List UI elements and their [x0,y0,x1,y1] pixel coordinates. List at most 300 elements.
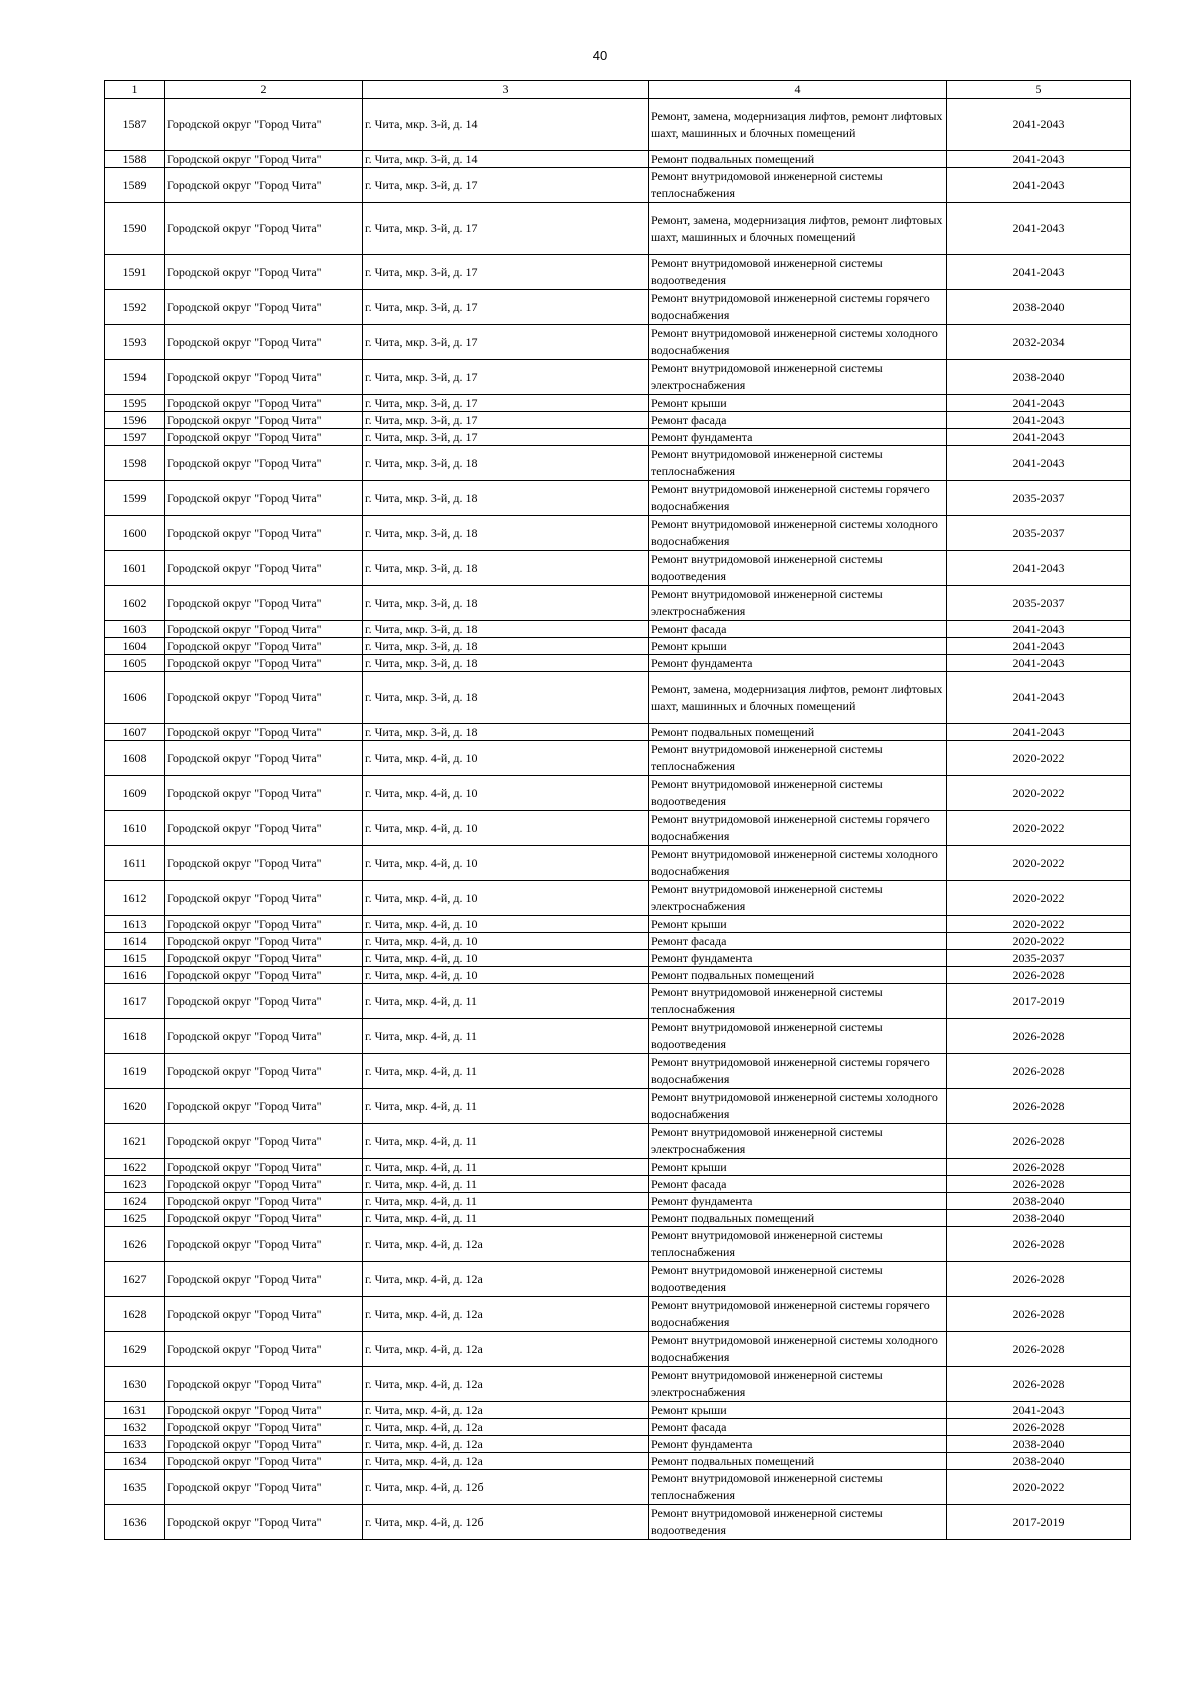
period-cell: 2038-2040 [947,1193,1131,1210]
work-type-cell: Ремонт внутридомовой инженерной системы холодного водоснабжения [649,1332,947,1367]
row-number-cell: 1604 [105,638,165,655]
municipality-cell: Городской округ "Город Чита" [165,1176,363,1193]
address-cell: г. Чита, мкр. 4-й, д. 12а [363,1297,649,1332]
column-header-5: 5 [947,81,1131,99]
work-type-cell: Ремонт внутридомовой инженерной системы водоотведения [649,551,947,586]
period-cell: 2041-2043 [947,429,1131,446]
table-row [105,551,1131,586]
work-type-cell: Ремонт внутридомовой инженерной системы водоотведения [649,255,947,290]
work-type-cell: Ремонт внутридомовой инженерной системы холодного водоснабжения [649,846,947,881]
municipality-cell: Городской округ "Город Чита" [165,395,363,412]
municipality-cell: Городской округ "Город Чита" [165,168,363,203]
municipality-cell: Городской округ "Город Чита" [165,481,363,516]
row-number-cell: 1594 [105,360,165,395]
work-type-cell: Ремонт фундамента [649,655,947,672]
address-cell: г. Чита, мкр. 4-й, д. 10 [363,881,649,916]
table-row [105,776,1131,811]
row-number-cell: 1622 [105,1159,165,1176]
table-row [105,967,1131,984]
work-type-cell: Ремонт внутридомовой инженерной системы теплоснабжения [649,1470,947,1505]
table-row [105,516,1131,551]
period-cell: 2041-2043 [947,655,1131,672]
row-number-cell: 1600 [105,516,165,551]
address-cell: г. Чита, мкр. 3-й, д. 18 [363,638,649,655]
address-cell: г. Чита, мкр. 3-й, д. 18 [363,481,649,516]
period-cell: 2041-2043 [947,551,1131,586]
period-cell: 2026-2028 [947,1227,1131,1262]
municipality-cell: Городской округ "Город Чита" [165,1505,363,1540]
work-type-cell: Ремонт внутридомовой инженерной системы холодного водоснабжения [649,516,947,551]
municipality-cell: Городской округ "Город Чита" [165,638,363,655]
municipality-cell: Городской округ "Город Чита" [165,933,363,950]
municipality-cell: Городской округ "Город Чита" [165,1453,363,1470]
municipality-cell: Городской округ "Город Чита" [165,1210,363,1227]
address-cell: г. Чита, мкр. 3-й, д. 18 [363,724,649,741]
period-cell: 2020-2022 [947,811,1131,846]
municipality-cell: Городской округ "Город Чита" [165,255,363,290]
period-cell: 2020-2022 [947,916,1131,933]
work-type-cell: Ремонт подвальных помещений [649,967,947,984]
period-cell: 2041-2043 [947,638,1131,655]
municipality-cell: Городской округ "Город Чита" [165,967,363,984]
work-type-cell: Ремонт фасада [649,621,947,638]
row-number-cell: 1631 [105,1402,165,1419]
row-number-cell: 1592 [105,290,165,325]
work-type-cell: Ремонт фундамента [649,1436,947,1453]
address-cell: г. Чита, мкр. 3-й, д. 17 [363,203,649,255]
address-cell: г. Чита, мкр. 3-й, д. 17 [363,429,649,446]
work-type-cell: Ремонт внутридомовой инженерной системы теплоснабжения [649,741,947,776]
period-cell: 2041-2043 [947,672,1131,724]
period-cell: 2020-2022 [947,881,1131,916]
work-type-cell: Ремонт внутридомовой инженерной системы водоотведения [649,1019,947,1054]
row-number-cell: 1620 [105,1089,165,1124]
municipality-cell: Городской округ "Город Чита" [165,1159,363,1176]
municipality-cell: Городской округ "Город Чита" [165,846,363,881]
period-cell: 2020-2022 [947,846,1131,881]
row-number-cell: 1626 [105,1227,165,1262]
work-type-cell: Ремонт фасада [649,412,947,429]
table-row [105,741,1131,776]
municipality-cell: Городской округ "Город Чита" [165,1367,363,1402]
row-number-cell: 1619 [105,1054,165,1089]
table-row [105,811,1131,846]
work-type-cell: Ремонт внутридомовой инженерной системы теплоснабжения [649,446,947,481]
table-row [105,1089,1131,1124]
period-cell: 2017-2019 [947,984,1131,1019]
work-type-cell: Ремонт внутридомовой инженерной системы электроснабжения [649,1367,947,1402]
period-cell: 2035-2037 [947,586,1131,621]
period-cell: 2041-2043 [947,621,1131,638]
period-cell: 2041-2043 [947,446,1131,481]
municipality-cell: Городской округ "Город Чита" [165,1193,363,1210]
work-type-cell: Ремонт фасада [649,933,947,950]
address-cell: г. Чита, мкр. 4-й, д. 12а [363,1332,649,1367]
row-number-cell: 1590 [105,203,165,255]
table-row [105,1227,1131,1262]
work-type-cell: Ремонт внутридомовой инженерной системы горячего водоснабжения [649,290,947,325]
municipality-cell: Городской округ "Город Чита" [165,1436,363,1453]
address-cell: г. Чита, мкр. 4-й, д. 12а [363,1436,649,1453]
row-number-cell: 1591 [105,255,165,290]
work-type-cell: Ремонт внутридомовой инженерной системы горячего водоснабжения [649,1054,947,1089]
period-cell: 2041-2043 [947,724,1131,741]
row-number-cell: 1612 [105,881,165,916]
table-row [105,1436,1131,1453]
row-number-cell: 1623 [105,1176,165,1193]
table-row [105,586,1131,621]
work-type-cell: Ремонт крыши [649,916,947,933]
row-number-cell: 1593 [105,325,165,360]
address-cell: г. Чита, мкр. 3-й, д. 18 [363,586,649,621]
period-cell: 2026-2028 [947,1159,1131,1176]
address-cell: г. Чита, мкр. 3-й, д. 17 [363,290,649,325]
work-type-cell: Ремонт внутридомовой инженерной системы горячего водоснабжения [649,481,947,516]
municipality-cell: Городской округ "Город Чита" [165,360,363,395]
period-cell: 2041-2043 [947,395,1131,412]
period-cell: 2041-2043 [947,412,1131,429]
address-cell: г. Чита, мкр. 3-й, д. 17 [363,395,649,412]
work-type-cell: Ремонт внутридомовой инженерной системы электроснабжения [649,881,947,916]
work-type-cell: Ремонт фундамента [649,1193,947,1210]
address-cell: г. Чита, мкр. 3-й, д. 18 [363,655,649,672]
period-cell: 2026-2028 [947,1019,1131,1054]
address-cell: г. Чита, мкр. 3-й, д. 17 [363,168,649,203]
table-row [105,724,1131,741]
address-cell: г. Чита, мкр. 3-й, д. 17 [363,360,649,395]
row-number-cell: 1596 [105,412,165,429]
table-row [105,1505,1131,1540]
row-number-cell: 1595 [105,395,165,412]
table-row [105,1297,1131,1332]
municipality-cell: Городской округ "Город Чита" [165,811,363,846]
table-row [105,1470,1131,1505]
row-number-cell: 1616 [105,967,165,984]
row-number-cell: 1610 [105,811,165,846]
municipality-cell: Городской округ "Город Чита" [165,672,363,724]
municipality-cell: Городской округ "Город Чита" [165,1262,363,1297]
period-cell: 2035-2037 [947,950,1131,967]
table-row [105,481,1131,516]
municipality-cell: Городской округ "Город Чита" [165,99,363,151]
address-cell: г. Чита, мкр. 3-й, д. 18 [363,551,649,586]
period-cell: 2041-2043 [947,203,1131,255]
row-number-cell: 1634 [105,1453,165,1470]
municipality-cell: Городской округ "Город Чита" [165,655,363,672]
municipality-cell: Городской округ "Город Чита" [165,1124,363,1159]
row-number-cell: 1597 [105,429,165,446]
row-number-cell: 1635 [105,1470,165,1505]
period-cell: 2026-2028 [947,967,1131,984]
table-row [105,672,1131,724]
column-header-4: 4 [649,81,947,99]
period-cell: 2038-2040 [947,290,1131,325]
row-number-cell: 1627 [105,1262,165,1297]
table-row [105,1419,1131,1436]
municipality-cell: Городской округ "Город Чита" [165,290,363,325]
work-type-cell: Ремонт внутридомовой инженерной системы горячего водоснабжения [649,1297,947,1332]
table-row [105,151,1131,168]
address-cell: г. Чита, мкр. 4-й, д. 11 [363,1159,649,1176]
municipality-cell: Городской округ "Город Чита" [165,429,363,446]
period-cell: 2020-2022 [947,776,1131,811]
period-cell: 2026-2028 [947,1332,1131,1367]
period-cell: 2041-2043 [947,151,1131,168]
row-number-cell: 1624 [105,1193,165,1210]
work-type-cell: Ремонт внутридомовой инженерной системы теплоснабжения [649,984,947,1019]
work-type-cell: Ремонт фасада [649,1419,947,1436]
period-cell: 2020-2022 [947,933,1131,950]
table-row [105,1019,1131,1054]
table-row [105,638,1131,655]
table-row [105,984,1131,1019]
period-cell: 2026-2028 [947,1054,1131,1089]
municipality-cell: Городской округ "Город Чита" [165,776,363,811]
period-cell: 2020-2022 [947,1470,1131,1505]
row-number-cell: 1601 [105,551,165,586]
table-row [105,255,1131,290]
address-cell: г. Чита, мкр. 4-й, д. 12а [363,1262,649,1297]
table-row [105,395,1131,412]
table-row [105,429,1131,446]
municipality-cell: Городской округ "Город Чита" [165,516,363,551]
period-cell: 2038-2040 [947,1436,1131,1453]
work-type-cell: Ремонт внутридомовой инженерной системы холодного водоснабжения [649,325,947,360]
period-cell: 2035-2037 [947,481,1131,516]
table-row [105,1210,1131,1227]
table-row [105,1193,1131,1210]
table-row [105,933,1131,950]
row-number-cell: 1629 [105,1332,165,1367]
period-cell: 2020-2022 [947,741,1131,776]
address-cell: г. Чита, мкр. 4-й, д. 12а [363,1453,649,1470]
address-cell: г. Чита, мкр. 3-й, д. 17 [363,255,649,290]
row-number-cell: 1632 [105,1419,165,1436]
row-number-cell: 1628 [105,1297,165,1332]
row-number-cell: 1588 [105,151,165,168]
column-header-1: 1 [105,81,165,99]
period-cell: 2017-2019 [947,1505,1131,1540]
work-type-cell: Ремонт внутридомовой инженерной системы водоотведения [649,1505,947,1540]
table-row [105,1332,1131,1367]
address-cell: г. Чита, мкр. 4-й, д. 10 [363,967,649,984]
table-row [105,168,1131,203]
work-type-cell: Ремонт подвальных помещений [649,1453,947,1470]
work-type-cell: Ремонт внутридомовой инженерной системы электроснабжения [649,1124,947,1159]
table-row [105,916,1131,933]
address-cell: г. Чита, мкр. 3-й, д. 14 [363,99,649,151]
period-cell: 2026-2028 [947,1262,1131,1297]
period-cell: 2026-2028 [947,1297,1131,1332]
address-cell: г. Чита, мкр. 4-й, д. 11 [363,1054,649,1089]
address-cell: г. Чита, мкр. 3-й, д. 18 [363,621,649,638]
table-row [105,1262,1131,1297]
period-cell: 2041-2043 [947,1402,1131,1419]
municipality-cell: Городской округ "Город Чита" [165,1419,363,1436]
address-cell: г. Чита, мкр. 3-й, д. 18 [363,516,649,551]
table-row [105,1453,1131,1470]
municipality-cell: Городской округ "Город Чита" [165,881,363,916]
row-number-cell: 1633 [105,1436,165,1453]
address-cell: г. Чита, мкр. 4-й, д. 12а [363,1227,649,1262]
municipality-cell: Городской округ "Город Чита" [165,741,363,776]
row-number-cell: 1587 [105,99,165,151]
table-row [105,621,1131,638]
table-row [105,446,1131,481]
municipality-cell: Городской округ "Город Чита" [165,151,363,168]
table-row [105,1159,1131,1176]
work-type-cell: Ремонт внутридомовой инженерной системы теплоснабжения [649,1227,947,1262]
row-number-cell: 1598 [105,446,165,481]
row-number-cell: 1636 [105,1505,165,1540]
work-type-cell: Ремонт подвальных помещений [649,151,947,168]
table-row [105,881,1131,916]
address-cell: г. Чита, мкр. 3-й, д. 18 [363,672,649,724]
table-row [105,1124,1131,1159]
column-header-2: 2 [165,81,363,99]
municipality-cell: Городской округ "Город Чита" [165,1089,363,1124]
address-cell: г. Чита, мкр. 4-й, д. 10 [363,741,649,776]
column-number-row [105,81,1131,99]
municipality-cell: Городской округ "Город Чита" [165,325,363,360]
table-row [105,290,1131,325]
period-cell: 2032-2034 [947,325,1131,360]
table-row [105,846,1131,881]
work-type-cell: Ремонт внутридомовой инженерной системы горячего водоснабжения [649,811,947,846]
row-number-cell: 1630 [105,1367,165,1402]
row-number-cell: 1615 [105,950,165,967]
page-number: 40 [592,48,608,63]
table-row [105,950,1131,967]
address-cell: г. Чита, мкр. 4-й, д. 10 [363,811,649,846]
table-row [105,1402,1131,1419]
row-number-cell: 1613 [105,916,165,933]
period-cell: 2026-2028 [947,1419,1131,1436]
municipality-cell: Городской округ "Город Чита" [165,984,363,1019]
municipality-cell: Городской округ "Город Чита" [165,203,363,255]
row-number-cell: 1589 [105,168,165,203]
address-cell: г. Чита, мкр. 4-й, д. 10 [363,846,649,881]
row-number-cell: 1602 [105,586,165,621]
period-cell: 2035-2037 [947,516,1131,551]
work-type-cell: Ремонт крыши [649,1159,947,1176]
table-row [105,655,1131,672]
address-cell: г. Чита, мкр. 4-й, д. 11 [363,1019,649,1054]
work-type-cell: Ремонт, замена, модернизация лифтов, ремонт лифтовых шахт, машинных и блочных помещений [649,99,947,151]
capital-repair-table [104,80,1131,1540]
work-type-cell: Ремонт внутридомовой инженерной системы теплоснабжения [649,168,947,203]
row-number-cell: 1617 [105,984,165,1019]
row-number-cell: 1606 [105,672,165,724]
municipality-cell: Городской округ "Город Чита" [165,1470,363,1505]
work-type-cell: Ремонт, замена, модернизация лифтов, ремонт лифтовых шахт, машинных и блочных помещений [649,672,947,724]
work-type-cell: Ремонт крыши [649,395,947,412]
row-number-cell: 1625 [105,1210,165,1227]
address-cell: г. Чита, мкр. 3-й, д. 17 [363,412,649,429]
address-cell: г. Чита, мкр. 4-й, д. 10 [363,933,649,950]
municipality-cell: Городской округ "Город Чита" [165,916,363,933]
address-cell: г. Чита, мкр. 4-й, д. 12б [363,1505,649,1540]
row-number-cell: 1614 [105,933,165,950]
period-cell: 2038-2040 [947,1453,1131,1470]
work-type-cell: Ремонт фундамента [649,950,947,967]
work-type-cell: Ремонт фасада [649,1176,947,1193]
period-cell: 2041-2043 [947,255,1131,290]
work-type-cell: Ремонт подвальных помещений [649,1210,947,1227]
work-type-cell: Ремонт внутридомовой инженерной системы холодного водоснабжения [649,1089,947,1124]
address-cell: г. Чита, мкр. 4-й, д. 11 [363,1210,649,1227]
address-cell: г. Чита, мкр. 4-й, д. 12а [363,1402,649,1419]
municipality-cell: Городской округ "Город Чита" [165,1402,363,1419]
address-cell: г. Чита, мкр. 4-й, д. 10 [363,950,649,967]
address-cell: г. Чита, мкр. 4-й, д. 11 [363,984,649,1019]
municipality-cell: Городской округ "Город Чита" [165,1054,363,1089]
work-type-cell: Ремонт крыши [649,1402,947,1419]
period-cell: 2038-2040 [947,1210,1131,1227]
municipality-cell: Городской округ "Город Чита" [165,724,363,741]
municipality-cell: Городской округ "Город Чита" [165,586,363,621]
row-number-cell: 1603 [105,621,165,638]
work-type-cell: Ремонт, замена, модернизация лифтов, ремонт лифтовых шахт, машинных и блочных помещений [649,203,947,255]
period-cell: 2026-2028 [947,1176,1131,1193]
municipality-cell: Городской округ "Город Чита" [165,446,363,481]
period-cell: 2026-2028 [947,1124,1131,1159]
address-cell: г. Чита, мкр. 4-й, д. 12а [363,1419,649,1436]
address-cell: г. Чита, мкр. 3-й, д. 17 [363,325,649,360]
address-cell: г. Чита, мкр. 4-й, д. 10 [363,776,649,811]
table-body [105,99,1131,1540]
work-type-cell: Ремонт внутридомовой инженерной системы водоотведения [649,1262,947,1297]
municipality-cell: Городской округ "Город Чита" [165,1227,363,1262]
address-cell: г. Чита, мкр. 3-й, д. 14 [363,151,649,168]
municipality-cell: Городской округ "Город Чита" [165,1297,363,1332]
municipality-cell: Городской округ "Город Чита" [165,1019,363,1054]
table-row [105,412,1131,429]
row-number-cell: 1609 [105,776,165,811]
address-cell: г. Чита, мкр. 4-й, д. 11 [363,1089,649,1124]
period-cell: 2026-2028 [947,1367,1131,1402]
row-number-cell: 1599 [105,481,165,516]
address-cell: г. Чита, мкр. 4-й, д. 12б [363,1470,649,1505]
table-row [105,1176,1131,1193]
period-cell: 2026-2028 [947,1089,1131,1124]
municipality-cell: Городской округ "Город Чита" [165,621,363,638]
table-row [105,1367,1131,1402]
table-row [105,360,1131,395]
work-type-cell: Ремонт внутридомовой инженерной системы водоотведения [649,776,947,811]
address-cell: г. Чита, мкр. 4-й, д. 12а [363,1367,649,1402]
row-number-cell: 1618 [105,1019,165,1054]
work-type-cell: Ремонт крыши [649,638,947,655]
row-number-cell: 1605 [105,655,165,672]
row-number-cell: 1611 [105,846,165,881]
address-cell: г. Чита, мкр. 4-й, д. 11 [363,1176,649,1193]
work-type-cell: Ремонт подвальных помещений [649,724,947,741]
period-cell: 2041-2043 [947,168,1131,203]
table-row [105,1054,1131,1089]
table-row [105,203,1131,255]
row-number-cell: 1608 [105,741,165,776]
row-number-cell: 1621 [105,1124,165,1159]
address-cell: г. Чита, мкр. 4-й, д. 11 [363,1193,649,1210]
address-cell: г. Чита, мкр. 3-й, д. 18 [363,446,649,481]
work-type-cell: Ремонт внутридомовой инженерной системы электроснабжения [649,586,947,621]
period-cell: 2041-2043 [947,99,1131,151]
municipality-cell: Городской округ "Город Чита" [165,412,363,429]
row-number-cell: 1607 [105,724,165,741]
work-type-cell: Ремонт внутридомовой инженерной системы электроснабжения [649,360,947,395]
column-header-3: 3 [363,81,649,99]
